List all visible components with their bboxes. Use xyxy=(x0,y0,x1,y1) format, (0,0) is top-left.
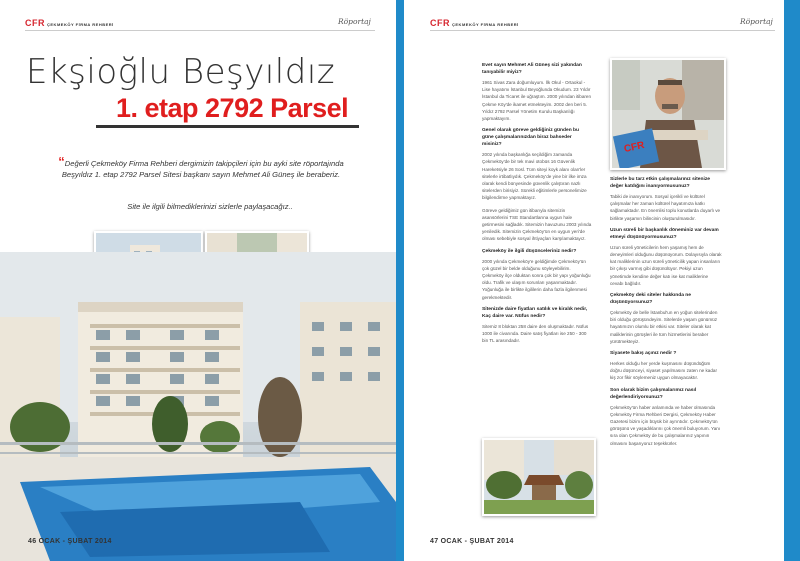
right-page xyxy=(404,0,784,561)
interview-answer: Herkes olduğu her yerde kuşmasını düşündüğüm doğru düşünceyi, siyaset yapılmasını zaten ne kadar kiş zor fikir söylemeniz uygun olmayacaktır. xyxy=(610,361,717,381)
brand-logo: CFR ÇEKMEKÖY FİRMA REHBERİ xyxy=(25,18,114,28)
interview-answer: Tabiki de inanıyorum. Sosyal içerikli ve kültürel çalışmalar her zaman kültürel hayatımıza katkı sağlamaktadır. En önemlisi toplu konutlarda duyarlı ve birlikte yaşamın bilincinin oluşturulmasıdır. xyxy=(610,194,721,221)
interview-answer: Uzun süreli yöneticilerin hem yaşamış hem de deneyimleri olduğunu düşünüyorum. Dolayısıyla olarak kat maliklerinin uzun süreli yöneticilik yapan insanların bir çıkışı varmış gibi düşünülüyor. Pekiyi uzun yönetimde kendine değer katı ise kat maliklerine cevabı bağlıdır. xyxy=(610,244,722,286)
page-number-right: 47 OCAK - ŞUBAT 2014 xyxy=(430,538,514,545)
interview-question: Siyasete bakış açınız nedir ? xyxy=(610,351,677,357)
brand-logo: CFR ÇEKMEKÖY FİRMA REHBERİ xyxy=(430,18,519,28)
site-garden-photo xyxy=(482,438,596,516)
page-edge xyxy=(784,0,800,561)
interview-answer: 1961 Sivas Zara doğumluyum. İlk Okul - Ortaokul - Lise hayatımı İstanbul Beyoğlunda Okudum. 23 Yıldır İstanbul da Ticaret ile uğraştım. 2000 yılından itibaren Çekme Köy'de ikamet etmekteyim. 2002 den beri 5. Yıldız 2792 Parsel Yönetim Kurulu Başkanlığı yapmaktayım. xyxy=(482,80,592,122)
interview-answer: Çekmeköy'ün haber anlamında ve haber olmasında Çekmeköy Firma Rehberi Dergisi, Çekmeköy Haber Gazetesi bizim için büyük bir ayrıntıdır. Çekmeköy'ün görüşünü ve yaşadıklarını çok önemli buluyorum. Yanı sıra olan Çekmeköy de bu çalışmalarınız yapının olmasını başarıyoruz teşekkürler. xyxy=(610,404,721,446)
site-pool-photo xyxy=(0,252,396,561)
interview-answer: 2000 yılında Çekmeköy'e geldiğimde Çekmeköy'ün çok güzel bir belde olduğunu söyleyebilirim. Çekmeköy ilçe olduktan sonra çok bir yapı yoğunluğu oldu. Trafik ve ulaşım sorunları yaşanmaktadır. Yoğunluğa ile birlikte ilgililerin daha fazla ilgilenmesi gerekmektedir. xyxy=(482,258,591,300)
intro-closing: Site ile ilgili bilmediklerinizi sizlerle paylaşacağız.. xyxy=(127,202,293,211)
interview-answer: Sitemiz 8 bloktan 258 daire den oluşmaktadır. Nüfus 1000 ile civarında. Daire satış fiyatları ise 250 - 300 bin TL arasındadır. xyxy=(482,323,589,344)
interview-column-2 xyxy=(610,172,722,512)
section-label: Röportaj xyxy=(338,17,371,26)
intro-quote: “Değerli Çekmeköy Firma Rehberi dergimizin takipçileri için bu ayki site röportajında Beşyıldız 1. etap 2792 Parsel Sitesi başkanı sayın Mehmet Ali Güneş ile beraberiz. xyxy=(58,154,344,179)
section-label: Röportaj xyxy=(740,17,773,26)
interview-answer: Çekmeköy de belle İstanbul'un en yoğun sitelerinden biri olduğu görüşündeyim. Sitelerde yaşam günümüz hayatımızın olumlu bir etkisi var. Siteler olarak kat maliklerinin görüşleri ile tüm hizmetlerini beraber yürütmekteyiz. xyxy=(610,310,718,344)
interview-question: Çekmeköy deki siteler hakkında ne düşünüyorsunuz? xyxy=(610,293,692,306)
interview-question: Son olarak bizim çalışmalarımız nasıl değerlendiriyorsunuz? xyxy=(610,387,697,400)
header-divider xyxy=(430,30,775,31)
magazine-cover-logo: CFR xyxy=(623,139,646,156)
interview-column-1 xyxy=(482,58,592,498)
left-page xyxy=(0,0,396,561)
interview-question: Çekmeköy ile ilgili düşünceleriniz nedir? xyxy=(482,248,577,254)
interview-question: Evet sayın Mehmet Ali Güneş sizi yakından tanıyabilir miyiz? xyxy=(482,63,582,75)
page-number-left: 46 OCAK - ŞUBAT 2014 xyxy=(28,538,112,545)
header-divider xyxy=(25,30,375,31)
page-title: Ekşioğlu Beşyıldız xyxy=(26,52,336,92)
interview-question: Sitenizde daire fiyatları satılık ve kiralık nedir, Kaç daire var. Nüfus nedir? xyxy=(482,306,588,319)
interview-answer: 2002 yılında başkanlığa seçildiğim zamanda Çekmeköy'de bir tek mavi otobüs 16 Güvenlik Hareketsiyle 26 Sosl. Tüm siteyi koyk alanı olan'ler sitelerle irtibatlıydık. Çekmeköy'de yine bir ilke imza olarak kendi bünyesinde güvenlik çalıştıran nazlı sitelerden birisiyiz. Sürekli eğitimlerle personelimize bilgilendirme yapmaktayız. xyxy=(482,152,587,201)
interviewee-portrait xyxy=(610,58,726,170)
interview-answer: Göreve geldiğimiz gün itibarıyla sitemizin asansörlerini TSE Standartlarına uygun hale getirmesini sağladık. Sitemizin havuzunu 2003 yılında yeniledik. Sitemizin Çekmeköy'ün en uygun yeri'de olması sebebiyle sosyal ihtiyaçları karşılamaktayız. xyxy=(482,207,592,242)
interview-question: Sizlerle bu tarz etkin çalışmalarınız sitenize değer katdığını inanıyormusunuz? xyxy=(610,177,711,189)
spread-gutter xyxy=(396,0,404,561)
interview-question: Genel olarak göreve geldiğiniz günden bu güne çalışmalarınızdan biraz bahseder misiniz? xyxy=(482,128,580,148)
interview-question: Uzun süreli bir başkanlık döneminiz var devam etmeyi düşünüyormusunuz? xyxy=(610,227,719,240)
page-subtitle: 1. etap 2792 Parsel xyxy=(116,93,349,123)
title-underline xyxy=(96,125,359,128)
